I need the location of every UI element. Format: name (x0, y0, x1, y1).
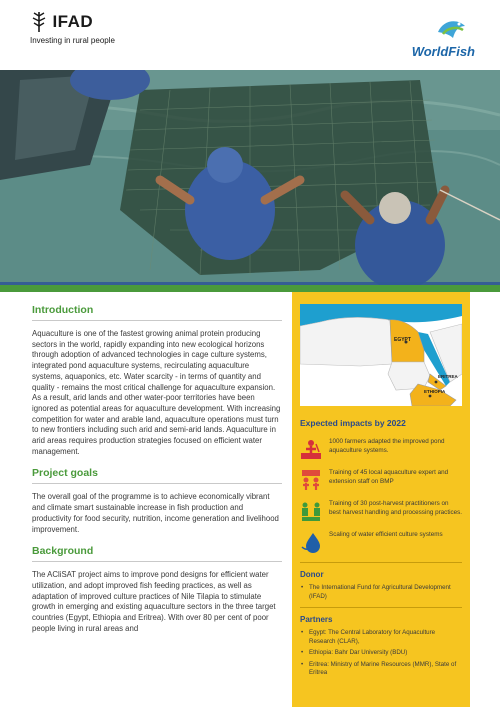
ifad-name: IFAD (52, 12, 94, 31)
ifad-wheat-icon (30, 10, 48, 34)
impact-item (300, 469, 462, 491)
page-header (0, 0, 500, 70)
project-goals-heading: Project goals (32, 467, 282, 484)
impact-item (300, 438, 462, 460)
training-icon (300, 469, 322, 491)
donor-item: • The International Fund for Agricultural Development (IFAD) (300, 584, 462, 601)
water-drop-icon (300, 531, 322, 553)
farmer-icon (300, 438, 322, 460)
main-column (32, 304, 282, 644)
partner-item: • Egypt: The Central Laboratory for Aquaculture Research (CLAR), (300, 629, 462, 646)
map-label-egypt: EGYPT (394, 337, 411, 343)
worldfish-logo (385, 14, 475, 62)
impact-text: Training of 45 local aquaculture expert and extension staff on BMP (329, 469, 449, 485)
green-divider (0, 285, 500, 292)
impacts-heading: Expected impacts by 2022 (300, 418, 406, 428)
map-label-eritrea: ERITREA (438, 374, 458, 379)
donor-heading: Donor (300, 570, 324, 579)
project-goals-body: The overall goal of the programme is to achieve economically vibrant and climate smart sustainable increase in fish production and productivity for food security, nutrition, income generation and livelihood improvement. (32, 492, 279, 534)
hero-photo (0, 70, 500, 285)
ifad-logo (30, 10, 115, 45)
partner-item: • Ethiopia: Bahr Dar University (BDU) (300, 649, 462, 658)
background-body: The ACliSAT project aims to improve pond designs for efficient water utilization, and adopt improved fish feeding practices, as well as adaptation of improved culture practices of Nile Tilapia to stimulate growth in emerging and existing aquaculture sectors in the three target countries (Egypt, Ethiopia and Eritrea). With over 80 per cent of poor people living in rural areas and (32, 570, 276, 633)
impact-text: Training of 30 post-harvest practitioners on best harvest handling and processing practices. (329, 500, 463, 516)
sidebar-divider (300, 562, 462, 563)
impact-item (300, 531, 462, 553)
worldfish-name: WorldFish (411, 44, 475, 59)
partners-heading: Partners (300, 615, 333, 624)
fish-harvest-illustration (0, 70, 500, 285)
region-map (300, 304, 462, 406)
worldfish-fish-icon (435, 14, 469, 44)
background-heading: Background (32, 545, 282, 562)
practitioners-icon (300, 500, 322, 522)
ifad-tagline: Investing in rural people (30, 36, 115, 45)
sidebar-divider (300, 607, 462, 608)
sidebar-panel (292, 292, 470, 707)
introduction-body: Aquaculture is one of the fastest growing animal protein producing sectors in the world, rapidly expanding into new ecological horizons through adoption of advanced technologies in cage culture systems, integrated pond aquaculture systems, recirculating aquaculture systems, aquaponics, etc. Water scarcity - in terms of quantity and quality - remains the most critical challenge for aquaculture expansion. As a result, arid lands and other water-poor territories have been ignored as potential areas for aquaculture development. With increasing competition for water and arable land, aquaculture operations must turn to new frontiers including such arid and semi-arid lands. Aquaculture in arid areas requires production strategies focused on efficient water management. (32, 329, 281, 456)
impact-text: 1000 farmers adapted the improved pond aquaculture systems. (329, 438, 445, 454)
map-label-ethiopia: ETHIOPIA (424, 389, 446, 394)
partner-item: • Eritrea: Ministry of Marine Resources (MMR), State of Eritrea (300, 661, 462, 678)
impact-text: Scaling of water efficient culture systems (329, 531, 443, 538)
impact-item (300, 500, 462, 522)
introduction-heading: Introduction (32, 304, 282, 321)
